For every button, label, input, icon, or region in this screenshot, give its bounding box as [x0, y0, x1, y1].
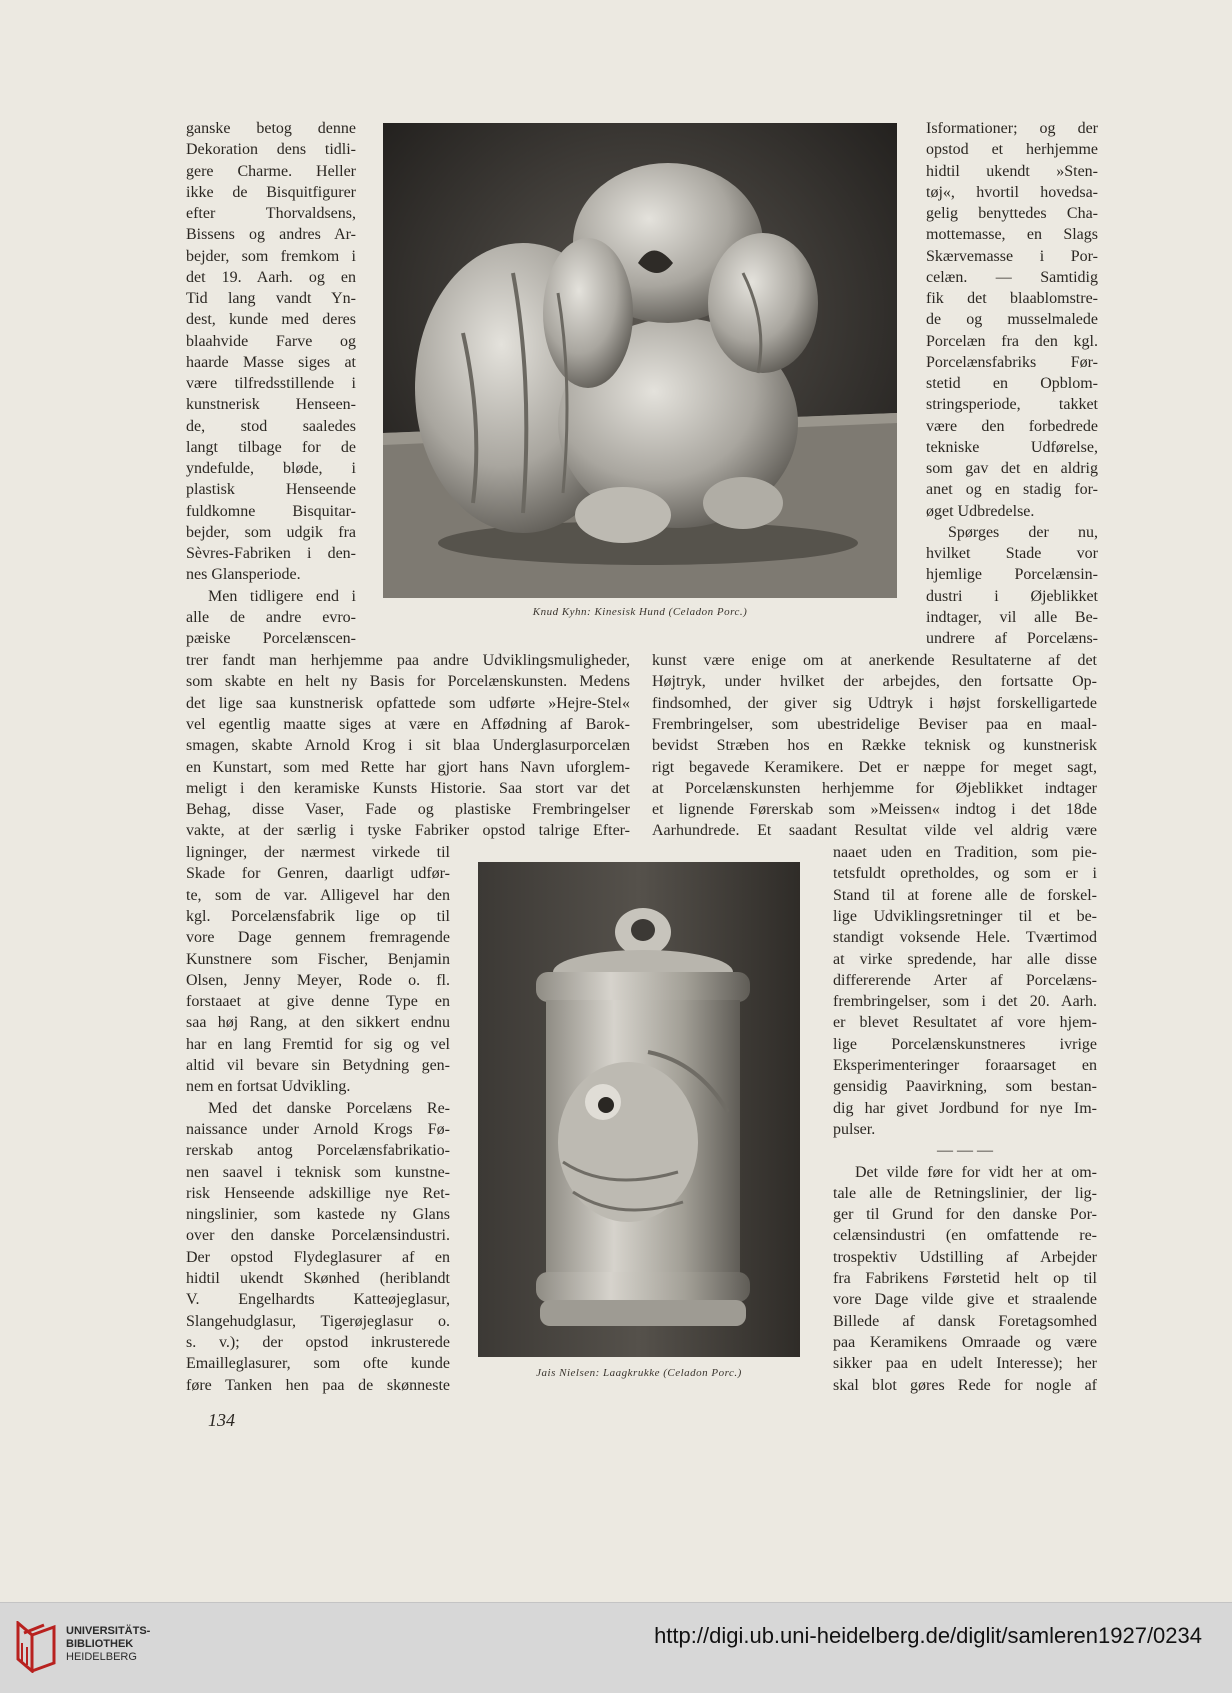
text-line: Skade for Genren, daarligt udfør- — [186, 865, 450, 883]
text-line: risk Henseende adskillige nye Ret- — [186, 1184, 450, 1202]
text-line: findsomhed, der giver sig Udtryk i højst forskelligartede — [652, 694, 1097, 712]
text-line: gelig benyttedes Cha- — [926, 205, 1098, 222]
text-line: stringsperiode, takket — [926, 396, 1098, 414]
text-line: Slangehudglasur, Tigerøjeglasur o. — [186, 1312, 450, 1330]
text-line: lige Udviklingsretninger til et be- — [833, 907, 1097, 925]
text-line: fuldkomne Bisquitar- — [186, 502, 356, 520]
text-line: fik det blaablomstre- — [926, 290, 1098, 307]
text-line: celænsindustri (en omfattende re- — [833, 1227, 1097, 1245]
text-line: rigt begavede Keramikere. Det er næppe for meget sagt, — [652, 758, 1097, 776]
text-line: meligt i den keramiske Kunsts Historie. Saa stort var det — [186, 779, 630, 797]
text-line: Det vilde føre for vidt her at om- — [855, 1163, 1097, 1181]
text-line: tøj«, hvortil hovedsa- — [926, 183, 1098, 201]
text-line: kunstnerisk Henseen- — [186, 396, 356, 414]
text-line: Dekoration dens tidli- — [186, 141, 356, 159]
text-line: paa Keramikens Omraade og være — [833, 1333, 1097, 1351]
text-line: stetid en Opblom- — [926, 375, 1098, 392]
text-line: har en lang Fremtid for sig og vel — [186, 1035, 450, 1053]
text-line: en Kunstart, som med Rette har gjort hans Navn uforglem- — [186, 758, 630, 776]
text-line: nes Glansperiode. — [186, 566, 301, 584]
dog-photo — [383, 123, 897, 598]
text-line: kunst være enige om at anerkende Resultaterne af det — [652, 652, 1097, 669]
text-line: hidtil ukendt Skønhed (heriblandt — [186, 1270, 450, 1287]
text-line: blaahvide Farve og — [186, 332, 356, 350]
text-line: øget Udbredelse. — [926, 502, 1035, 520]
text-line: anet og en stadig for- — [926, 481, 1098, 499]
text-line: gere Charme. Heller — [186, 162, 356, 180]
text-line: Stand til at forene alle de forskel- — [833, 886, 1097, 904]
text-line: kgl. Porcelænsfabrik lige op til — [186, 907, 450, 925]
text-line: Højtryk, under hvilket der arbejdes, den fortsatte Op- — [652, 673, 1097, 691]
text-line: bejder, som fremkom i — [186, 247, 356, 265]
text-line: ningslinier, som kastede ny Glans — [186, 1206, 450, 1224]
text-line: Spørges der nu, — [948, 523, 1098, 541]
text-line: pæiske Porcelænscen- — [186, 630, 356, 647]
text-line: ikke de Bisquitfigurer — [186, 183, 356, 201]
footer-bar — [0, 1602, 1232, 1693]
text-line: mottemasse, en Slags — [926, 226, 1098, 244]
text-line: Aarhundrede. Et saadant Resultat vilde vel aldrig være — [652, 822, 1097, 840]
text-line: pulser. — [833, 1120, 876, 1138]
text-line: vore Dage gennem fremragende — [186, 929, 450, 947]
text-line: sikker paa en udelt Interesse); her — [833, 1355, 1097, 1373]
text-line: nem en fortsat Udvikling. — [186, 1078, 351, 1096]
text-line: forstaaet at give denne Type en — [186, 993, 450, 1011]
text-line: lige Porcelænskunstneres ivrige — [833, 1035, 1097, 1053]
text-line: smagen, skabte Arnold Krog i sit blaa Underglasurporcelæn — [186, 737, 630, 755]
jar-photo — [478, 862, 800, 1357]
text-line: undrere af Porcelæns- — [926, 630, 1098, 647]
text-line: Emailleglasurer, som ofte kunde — [186, 1355, 450, 1373]
text-line: være den forbedrede — [926, 417, 1098, 435]
text-line: dustri i Øjeblikket — [926, 587, 1098, 605]
text-line: Behag, disse Vaser, Fade og plastiske Frembringelser — [186, 801, 630, 819]
text-line: vel egentlig maatte siges at være en Affødning af Barok- — [186, 715, 630, 733]
text-line: dig har givet Jordbund for nye Im- — [833, 1099, 1097, 1117]
text-line: gensidig Paavirkning, som bestan- — [833, 1078, 1097, 1096]
figure-kinesisk-hund — [383, 123, 897, 598]
text-line: de, stod saaledes — [186, 417, 356, 435]
text-line: at virke spredende, har alle disse — [833, 950, 1097, 968]
text-line: fra Fabrikens Førstetid helt op til — [833, 1270, 1097, 1287]
text-line: trer fandt man herhjemme paa andre Udviklingsmuligheder, — [186, 652, 630, 669]
text-line: er blevet Resultatet af vore hjem- — [833, 1014, 1097, 1032]
library-name-line-2: BIBLIOTHEK — [66, 1638, 134, 1650]
text-line: tale alle de Retningslinier, der lig- — [833, 1184, 1097, 1202]
text-line: Bissens og andres Ar- — [186, 226, 356, 244]
text-line: celæn. — Samtidig — [926, 268, 1098, 286]
text-line: naissance under Arnold Krogs Fø- — [186, 1120, 450, 1138]
text-line: Der opstod Flydeglasurer af en — [186, 1248, 450, 1266]
text-line: at Porcelænskunsten herhjemme for Øjeblikket indtager — [652, 779, 1097, 797]
caption-top: Knud Kyhn: Kinesisk Hund (Celadon Porc.) — [532, 606, 748, 618]
text-line: Skærvemasse i Por- — [926, 247, 1098, 265]
text-line: bevidst Stræben hos en Række teknisk og kunstnerisk — [652, 737, 1097, 755]
text-line: skal blot gøres Rede for nogle af — [833, 1376, 1097, 1394]
text-line: opstod et herhjemme — [926, 141, 1098, 159]
text-line: differerende Arter af Porcelæns- — [833, 971, 1097, 989]
text-line: Tid lang vandt Yn- — [186, 290, 356, 307]
text-line: Med det danske Porcelæns Re- — [208, 1099, 450, 1117]
text-line: over den danske Porcelænsindustri. — [186, 1227, 450, 1245]
text-line: indtager, vil alle Be- — [926, 608, 1098, 626]
text-line: frembringelser, som i det 20. Aarh. — [833, 993, 1097, 1011]
text-line: bejder, som udgik fra — [186, 523, 356, 541]
text-line: Porcelæn fra den kgl. — [926, 332, 1098, 350]
text-line: Porcelænsfabriks Før- — [926, 353, 1098, 371]
text-line: det 19. Aarh. og en — [186, 268, 356, 286]
caption-bottom: Jais Nielsen: Laagkrukke (Celadon Porc.) — [536, 1367, 742, 1379]
text-line: ligninger, der nærmest virkede til — [186, 844, 450, 861]
text-line: V. Engelhardts Katteøjeglasur, — [186, 1291, 450, 1309]
text-line: — — — — [937, 1142, 993, 1160]
text-line: altid vil bevare sin Betydning gen- — [186, 1057, 450, 1074]
library-name-line-1: UNIVERSITÄTS- — [66, 1625, 151, 1637]
permalink-url[interactable]: http://digi.ub.uni-heidelberg.de/diglit/samleren1927/0234 — [654, 1623, 1202, 1648]
library-name-line-3: HEIDELBERG — [66, 1651, 137, 1663]
text-line: dest, kunde med deres — [186, 311, 356, 329]
text-line: et lignende Førerskab som »Meissen« indtog i det 18de — [652, 801, 1097, 819]
text-line: vakte, at der særlig i tyske Fabriker opstod talrige Efter- — [186, 822, 630, 840]
text-line: tetsfuldt opretholdes, og som er i — [833, 865, 1097, 883]
text-line: hjemlige Porcelænsin- — [926, 566, 1098, 584]
library-logo-icon — [14, 1621, 58, 1673]
text-line: hidtil ukendt »Sten- — [926, 162, 1098, 180]
text-line: Kunstnere som Fischer, Benjamin — [186, 950, 450, 968]
text-line: hvilket Stade vor — [926, 545, 1098, 562]
text-line: rerskab antog Porcelænsfabrikatio- — [186, 1142, 450, 1160]
text-line: s. v.); der opstod inkrusterede — [186, 1333, 450, 1351]
text-line: Isformationer; og der — [926, 120, 1098, 137]
figure-laagkrukke — [478, 862, 800, 1357]
text-line: nen saavel i teknisk som kunstne- — [186, 1163, 450, 1181]
text-line: haarde Masse siges at — [186, 353, 356, 371]
text-line: tekniske Udførelse, — [926, 438, 1098, 456]
text-line: de og musselmalede — [926, 311, 1098, 329]
text-line: efter Thorvaldsens, — [186, 205, 356, 222]
text-line: standigt voksende Hele. Tværtimod — [833, 929, 1097, 947]
text-line: plastisk Henseende — [186, 481, 356, 499]
text-line: langt tilbage for de — [186, 438, 356, 456]
text-line: yndefulde, bløde, i — [186, 460, 356, 477]
text-line: føre Tanken hen paa de skønneste — [186, 1376, 450, 1394]
page-number: 134 — [208, 1410, 235, 1430]
text-line: være tilfredsstillende i — [186, 375, 356, 392]
text-line: Frembringelser, som ubestridelige Beviser paa en maal- — [652, 715, 1097, 733]
text-line: Billede af dansk Foretagsomhed — [833, 1312, 1097, 1330]
text-line: det lige saa kunstnerisk opfattede som udførte »Hejre-Stel« — [186, 694, 630, 712]
text-line: vore Dage vilde give et straalende — [833, 1291, 1097, 1309]
text-line: te, som de var. Alligevel har den — [186, 886, 450, 904]
text-line: saa høj Rang, at den sikkert endnu — [186, 1014, 450, 1032]
text-line: som gav det en aldrig — [926, 460, 1098, 477]
text-line: Men tidligere end i — [208, 587, 356, 605]
text-line: Eksperimenteringer foraarsaget en — [833, 1057, 1097, 1074]
text-line: Sèvres-Fabriken i den- — [186, 545, 356, 562]
text-line: alle de andre evro- — [186, 608, 356, 626]
text-line: ganske betog denne — [186, 120, 356, 137]
text-line: trospektiv Udstilling af Arbejder — [833, 1248, 1097, 1266]
text-line: ger til Grund for den danske Por- — [833, 1206, 1097, 1224]
text-line: som skabte en helt ny Basis for Porcelænskunsten. Medens — [186, 673, 630, 691]
text-line: naaet uden en Tradition, som pie- — [833, 844, 1097, 861]
text-line: Olsen, Jenny Meyer, Rode o. fl. — [186, 971, 450, 989]
